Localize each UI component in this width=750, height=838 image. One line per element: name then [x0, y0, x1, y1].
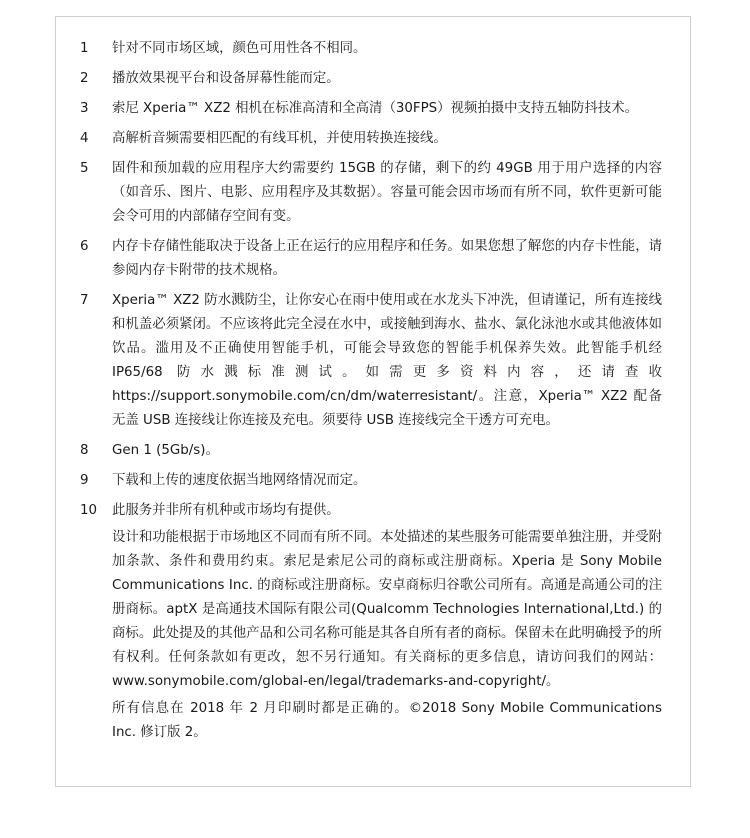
footnote-item: [56, 235, 692, 283]
footnote-number: 4: [80, 131, 89, 146]
footnote-number: 6: [80, 239, 89, 254]
footnote-number: 10: [80, 503, 98, 518]
footnote-text: 针对不同市场区域，颜色可用性各不相同。: [112, 41, 367, 56]
footnote-text: 下载和上传的速度依据当地网络情况而定。: [112, 473, 367, 488]
footnote-text: 索尼 Xperia™ XZ2 相机在标准高清和全高清（30FPS）视频拍摄中支持五轴防抖技术。: [112, 101, 639, 116]
footnote-text: 内存卡存储性能取决于设备上正在运行的应用程序和任务。如果您想了解您的内存卡性能，请参阅内存卡附带的技术规格。: [112, 239, 662, 278]
footnote-text: 所有信息在 2018 年 2 月印刷时都是正确的。©2018 Sony Mobile Communications Inc. 修订版 2。: [112, 701, 662, 740]
footnote-number: 5: [80, 161, 89, 176]
footnote-number: 2: [80, 71, 89, 86]
footnote-number: 1: [80, 41, 89, 56]
footnote-text: 播放效果视平台和设备屏幕性能而定。: [112, 71, 340, 86]
footnote-number: 7: [80, 293, 89, 308]
footnote-item: [56, 67, 692, 91]
footnote-list: [56, 37, 692, 751]
footnote-item: [56, 37, 692, 61]
footnote-number: 3: [80, 101, 89, 116]
footnote-item: [56, 439, 692, 463]
footnote-item: [56, 499, 692, 745]
footnote-text: Gen 1 (5Gb/s)。: [112, 443, 219, 458]
footnote-text: 设计和功能根据于市场地区不同而有所不同。本处描述的某些服务可能需要单独注册，并受附加条款、条件和费用约束。索尼是索尼公司的商标或注册商标。Xperia 是 Sony Mobile Communications Inc. 的商标或注册商标。安卓商标归谷歌公司所有。高通是高通公司的注册商标。aptX 是高通技术国际有限公司(Qualcomm Technologies International,Ltd.) 的商标。此处提及的其他产品和公司名称可能是其各自所有者的商标。保留未在此明确授予的所有权利。任何条款如有更改，恕不另行通知。有关商标的更多信息，请访问我们的网站：www.sonymobile.com/global-en/legal/trademarks-and-copyright/。: [112, 530, 662, 689]
footnote-text: 固件和预加载的应用程序大约需要约 15GB 的存储，剩下的约 49GB 用于用户选择的内容（如音乐、图片、电影、应用程序及其数据）。容量可能会因市场而有所不同，软件更新可能会令可用的内部储存空间有变。: [112, 161, 662, 224]
footnote-text: 高解析音频需要相匹配的有线耳机，并使用转换连接线。: [112, 131, 447, 146]
footnote-item: [56, 97, 692, 121]
footnote-text: Xperia™ XZ2 防水溅防尘，让你安心在雨中使用或在水龙头下冲洗，但请谨记，所有连接线和机盖必须紧闭。不应该将此完全浸在水中，或接触到海水、盐水、氯化泳池水或其他液体如饮品。滥用及不正确使用智能手机，可能会导致您的智能手机保养失效。此智能手机经 IP65/68 防水溅标准测试。如需更多资料内容，还请查收 https://support.sonymobile.com/cn/dm/waterresistant/。注意，Xperia™ XZ2 配备无盖 USB 连接线让你连接及充电。须要待 USB 连接线完全干透方可充电。: [112, 293, 662, 428]
footnote-item: [56, 127, 692, 151]
footnote-text: 此服务并非所有机种或市场均有提供。: [112, 503, 340, 518]
footnotes-panel: [55, 16, 691, 787]
footnote-item: [56, 157, 692, 229]
footnote-number: 8: [80, 443, 89, 458]
footnote-item: [56, 469, 692, 493]
footnote-number: 9: [80, 473, 89, 488]
footnote-item: [56, 289, 692, 433]
